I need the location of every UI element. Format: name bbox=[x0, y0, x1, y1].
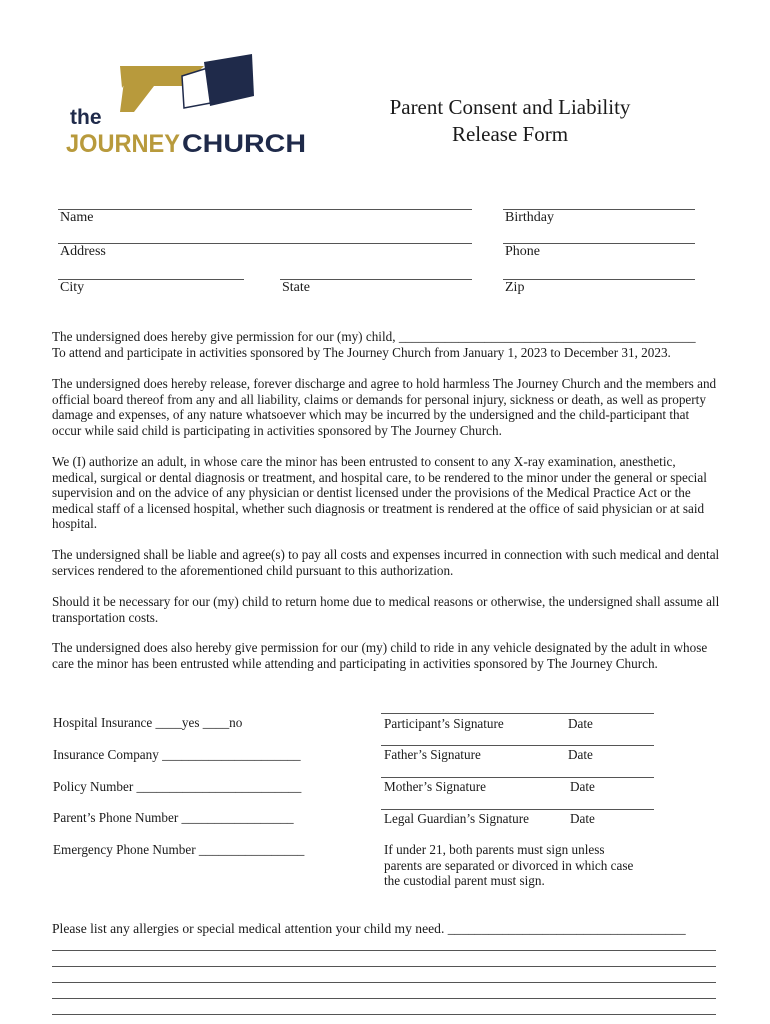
permission-line2: To attend and participate in activities sponsored by The Journey Church from January 1, 2023 to December 31, 2023. bbox=[52, 344, 671, 360]
mother-signature-line[interactable] bbox=[381, 777, 654, 778]
participant-date-label: Date bbox=[568, 716, 593, 731]
address-line[interactable] bbox=[58, 243, 472, 244]
allergies-line-5[interactable] bbox=[52, 1014, 716, 1015]
city-label: City bbox=[60, 280, 85, 295]
form-title bbox=[360, 94, 660, 148]
name-line[interactable] bbox=[58, 209, 472, 210]
signature-note-line3: the custodial parent must sign. bbox=[384, 873, 545, 889]
permission-line1: The undersigned does hereby give permission for our (my) child, _____________________________________________ bbox=[52, 329, 696, 344]
allergies-line-4[interactable] bbox=[52, 998, 716, 999]
vehicle-permission-paragraph: The undersigned does also hereby give permission for our (my) child to ride in any vehicle designated by the adult in whose care the minor has been entrusted while attending and participating in activities sponsored by The Journey Church. bbox=[52, 640, 708, 671]
allergies-line-1[interactable] bbox=[52, 950, 716, 951]
zip-line[interactable] bbox=[503, 279, 695, 280]
father-date-label: Date bbox=[568, 747, 593, 762]
name-label: Name bbox=[60, 210, 94, 225]
guardian-date-label: Date bbox=[570, 811, 595, 826]
parents-phone-field[interactable]: Parent’s Phone Number _________________ bbox=[53, 810, 294, 825]
address-label: Address bbox=[60, 244, 106, 259]
signature-note-line2: parents are separated or divorced in which case bbox=[384, 857, 634, 873]
liability-paragraph: The undersigned shall be liable and agree(s) to pay all costs and expenses incurred in connection with such medical and dental services rendered to the aforementioned child pursuant to this authorization. bbox=[52, 547, 720, 578]
signature-note-line1: If under 21, both parents must sign unless bbox=[384, 842, 605, 857]
journey-church-logo bbox=[64, 52, 314, 156]
insurance-company-field[interactable]: Insurance Company _____________________ bbox=[53, 747, 301, 762]
guardian-signature-line[interactable] bbox=[381, 809, 654, 810]
participant-signature-line[interactable] bbox=[381, 713, 654, 714]
allergies-line-2[interactable] bbox=[52, 966, 716, 967]
transportation-paragraph: Should it be necessary for our (my) child to return home due to medical reasons or otherwise, the undersigned shall assume all transportation costs. bbox=[52, 594, 720, 625]
hospital-insurance-field[interactable]: Hospital Insurance ____yes ____no bbox=[53, 715, 243, 730]
logo-word-journey: JOURNEY bbox=[66, 130, 181, 156]
phone-label: Phone bbox=[505, 244, 540, 259]
mother-signature-label: Mother’s Signature bbox=[384, 779, 486, 794]
form-title-line2: Release Form bbox=[451, 122, 569, 146]
mother-date-label: Date bbox=[570, 779, 595, 794]
participant-signature-label: Participant’s Signature bbox=[384, 716, 504, 731]
logo-word-the: the bbox=[70, 106, 102, 129]
father-signature-label: Father’s Signature bbox=[384, 747, 481, 762]
guardian-signature-label: Legal Guardian’s Signature bbox=[384, 811, 530, 826]
state-label: State bbox=[282, 280, 310, 295]
allergies-line-3[interactable] bbox=[52, 982, 716, 983]
logo-word-church: CHURCH bbox=[182, 130, 306, 156]
permission-paragraph bbox=[52, 329, 720, 360]
allergies-prompt: Please list any allergies or special medical attention your child my need. ___________________________________ bbox=[52, 921, 686, 936]
emergency-phone-field[interactable]: Emergency Phone Number ________________ bbox=[53, 842, 305, 857]
medical-authorization-paragraph: We (I) authorize an adult, in whose care the minor has been entrusted to consent to any X-ray examination, anesthetic, medical, surgical or dental diagnosis or treatment, and hospital care, to be rendered to the minor under the general or special supervision and on the advice of any physician or dentist licensed under the provisions of the Medical Practice Act or the medical staff of a licensed hospital, whether such diagnosis or treatment is rendered at the office of said physician or at said hospital. bbox=[52, 454, 707, 532]
form-title-line1: Parent Consent and Liability bbox=[389, 95, 631, 119]
policy-number-field[interactable]: Policy Number _________________________ bbox=[53, 779, 302, 794]
release-paragraph: The undersigned does hereby release, forever discharge and agree to hold harmless The Journey Church and the members and official board thereof from any and all liability, claims or demands for personal injury, sickness or death, as well as property damage and expenses, of any nature whatsoever which may be incurred by the undersigned and the child-participant that occur while said child is participating in activities sponsored by The Journey Church. bbox=[52, 376, 717, 438]
signature-note bbox=[384, 842, 633, 889]
birthday-label: Birthday bbox=[505, 210, 554, 225]
zip-label: Zip bbox=[505, 280, 525, 295]
city-line[interactable] bbox=[58, 279, 244, 280]
father-signature-line[interactable] bbox=[381, 745, 654, 746]
